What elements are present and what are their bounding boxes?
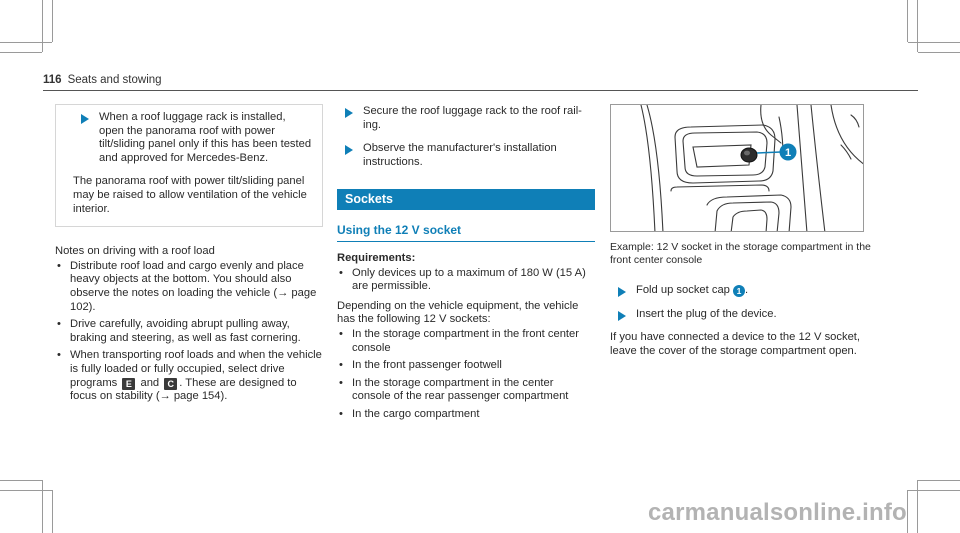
crop-mark — [52, 0, 53, 42]
list-item-text: . These are designed to focus on stability (→ page 154). — [70, 376, 297, 403]
instruction-step — [73, 111, 312, 165]
step-arrow-icon — [618, 311, 626, 321]
crop-mark — [42, 0, 43, 52]
crop-mark — [917, 0, 918, 52]
step-arrow-icon — [345, 145, 353, 155]
list-item: • In the storage compartment in the center console of the rear passenger compartment — [337, 377, 595, 404]
step-text-part: . — [745, 284, 749, 296]
step-text — [636, 284, 872, 298]
crop-mark — [908, 42, 960, 43]
column-middle — [337, 104, 595, 422]
step-text: Insert the plug of the device. — [636, 307, 777, 320]
crop-mark — [0, 52, 42, 53]
socket-cap-icon — [741, 148, 757, 162]
list-item: • In the storage compartment in the front center console — [337, 328, 595, 355]
list-item: • In the cargo compartment — [337, 408, 595, 422]
socket-illustration — [610, 104, 864, 232]
column-left — [55, 104, 323, 404]
console-drawing — [611, 105, 864, 232]
crop-mark — [52, 490, 53, 533]
crop-mark — [918, 52, 960, 53]
socket-hole-icon — [744, 151, 750, 156]
gear-surround-line — [731, 210, 767, 232]
section-heading: Sockets — [337, 189, 595, 210]
step-text: Secure the roof luggage rack to the roof rail-ing. — [363, 105, 582, 131]
instruction-step — [610, 284, 872, 298]
instruction-step — [610, 308, 872, 322]
column-right — [610, 104, 872, 358]
list-item: • Distribute roof load and cargo evenly and place heavy objects at the bottom. You should also observe the notes on loading the vehicle (→ page 102). — [55, 260, 323, 314]
header-rule — [43, 90, 918, 91]
drive-program-e-icon: E — [122, 378, 135, 390]
figure-caption: Example: 12 V socket in the storage compartment in the front center console — [610, 241, 871, 266]
list-item: • Drive carefully, avoiding abrupt pulling away, braking and steering, as well as fast cornering. — [55, 318, 323, 345]
page-header — [43, 74, 162, 88]
console-edge-line — [797, 105, 807, 232]
crop-mark — [0, 490, 52, 491]
instruction-step — [337, 142, 595, 169]
list-item-text: When transporting roof loads and when the vehicle is fully loaded or fully occupied, select drive programs — [70, 349, 322, 389]
callout-number-badge: 1 — [733, 285, 745, 297]
socket-locations-list — [337, 328, 595, 422]
note-box — [55, 104, 323, 227]
crop-mark — [0, 480, 42, 481]
crop-mark — [918, 480, 960, 481]
list-item: • In the front passenger footwell — [337, 359, 595, 373]
page-number: 116 — [43, 74, 62, 86]
console-edge-line — [647, 105, 663, 232]
step-text: When a roof luggage rack is installed, open the panorama roof with power tilt/sliding panel only if this has been tested and approved for Mercedes-Benz. — [99, 111, 312, 164]
crop-mark — [907, 0, 908, 42]
step-text-part: Fold up socket cap — [636, 284, 730, 296]
subsection-rule — [337, 241, 595, 242]
console-edge-line — [851, 115, 859, 127]
console-edge-line — [831, 105, 864, 165]
requirements-label: Requirements: — [337, 251, 416, 264]
subsection-heading: Using the 12 V socket — [337, 223, 462, 238]
list-item-text: and — [140, 376, 160, 389]
console-edge-line — [811, 105, 825, 232]
console-edge-line — [841, 145, 851, 159]
instruction-step — [337, 105, 595, 132]
gear-surround-line — [715, 202, 779, 232]
console-panel-line — [671, 185, 769, 191]
drive-program-c-icon: C — [164, 378, 177, 390]
list-item — [55, 349, 323, 403]
equipment-text: Depending on the vehicle equipment, the vehicle has the following 12 V sockets: — [337, 299, 579, 326]
step-arrow-icon — [618, 287, 626, 297]
roof-load-list — [55, 260, 323, 404]
callout-line — [757, 152, 781, 153]
roof-load-intro: Notes on driving with a roof load — [55, 245, 215, 258]
crop-mark — [908, 490, 960, 491]
closing-note: If you have connected a device to the 12 V socket, leave the cover of the storage compartment open. — [610, 331, 861, 357]
requirements-list — [337, 267, 595, 294]
note-text: The panorama roof with power tilt/sliding panel may be raised to allow ventilation of the vehicle interior. — [73, 175, 307, 215]
step-arrow-icon — [345, 108, 353, 118]
watermark-logo: carmanualsonline.info — [648, 499, 907, 526]
crop-mark — [907, 490, 908, 533]
console-edge-line — [641, 105, 655, 232]
list-item: • Only devices up to a maximum of 180 W (15 A) are permissible. — [337, 267, 595, 294]
crop-mark — [0, 42, 52, 43]
crop-mark — [917, 480, 918, 533]
step-arrow-icon — [81, 114, 89, 124]
crop-mark — [42, 480, 43, 533]
section-title: Seats and stowing — [67, 74, 162, 86]
step-text: Observe the manufacturer's installation instructions. — [363, 142, 557, 168]
console-edge-line — [761, 105, 781, 143]
callout-number: 1 — [784, 147, 792, 159]
